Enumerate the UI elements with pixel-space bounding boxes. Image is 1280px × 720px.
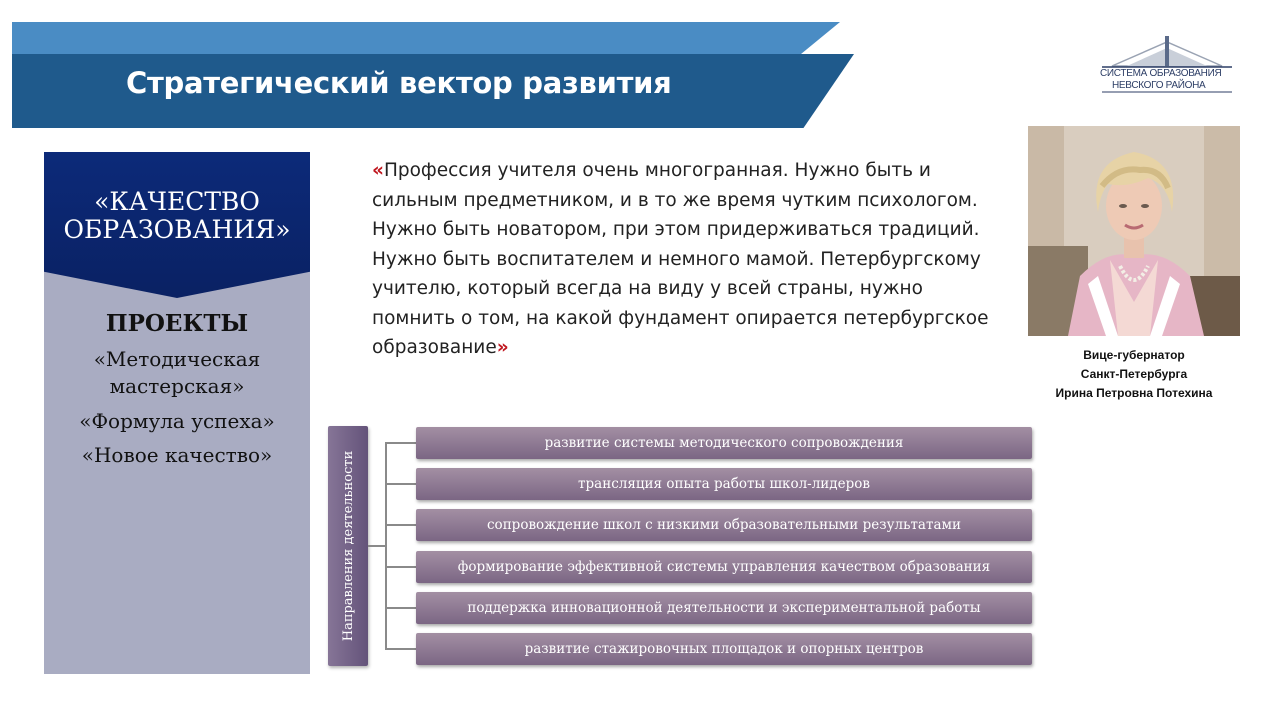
quote-text: Профессия учителя очень многогранная. Нужно быть и сильным предметником, и в то же время чутким психологом. Нужно быть новатором, при этом придерживаться традиций. Нужно быть воспитателем и немного мамой. Петербургскому учителю, который всегда на виду у всей страны, нужно помнить о том, на какой фундамент опирается петербургское образование bbox=[372, 160, 989, 358]
direction-item: развитие системы методического сопровождения bbox=[416, 427, 1032, 459]
connector-branch bbox=[385, 607, 416, 609]
quality-title bbox=[44, 188, 310, 244]
portrait-photo bbox=[1028, 126, 1240, 336]
logo-text-line1: СИСТЕМА ОБРАЗОВАНИЯ bbox=[1100, 68, 1222, 79]
quality-title-line1: «КАЧЕСТВО bbox=[94, 187, 260, 216]
quote-open-mark: « bbox=[372, 160, 384, 181]
quality-title-line2: ОБРАЗОВАНИЯ» bbox=[63, 215, 291, 244]
connector-branch bbox=[385, 524, 416, 526]
connector-branch bbox=[385, 442, 416, 444]
logo bbox=[1092, 36, 1242, 96]
direction-item: трансляция опыта работы школ-лидеров bbox=[416, 468, 1032, 500]
direction-item: поддержка инновационной деятельности и экспериментальной работы bbox=[416, 592, 1032, 624]
directions-category-bar bbox=[328, 426, 368, 666]
caption-line3: Ирина Петровна Потехина bbox=[1055, 386, 1213, 400]
connector-branch bbox=[385, 648, 416, 650]
direction-item: развитие стажировочных площадок и опорных центров bbox=[416, 633, 1032, 665]
directions-category-label: Направления деятельности bbox=[340, 450, 356, 642]
project-item: мастерская» bbox=[109, 374, 245, 398]
header-banner-light bbox=[12, 22, 840, 56]
direction-item: сопровождение школ с низкими образовательными результатами bbox=[416, 509, 1032, 541]
logo-text-line2: НЕВСКОГО РАЙОНА bbox=[1112, 80, 1206, 91]
caption-line2: Санкт-Петербурга bbox=[1080, 367, 1188, 381]
project-item: «Методическая bbox=[93, 347, 261, 371]
quote bbox=[372, 156, 992, 363]
page-title: Стратегический вектор развития bbox=[126, 66, 672, 100]
quote-close-mark: » bbox=[496, 337, 509, 358]
caption-line1: Вице-губернатор bbox=[1083, 348, 1185, 362]
photo-caption bbox=[1028, 346, 1240, 403]
connector-branch bbox=[385, 483, 416, 485]
connector-trunk bbox=[385, 442, 387, 650]
project-item: «Новое качество» bbox=[81, 443, 273, 467]
direction-item: формирование эффективной системы управления качеством образования bbox=[416, 551, 1032, 583]
connector-line bbox=[368, 545, 386, 547]
project-item: «Формула успеха» bbox=[79, 409, 275, 433]
projects-title: ПРОЕКТЫ bbox=[105, 310, 249, 337]
portrait-image bbox=[1028, 126, 1240, 336]
connector-branch bbox=[385, 566, 416, 568]
